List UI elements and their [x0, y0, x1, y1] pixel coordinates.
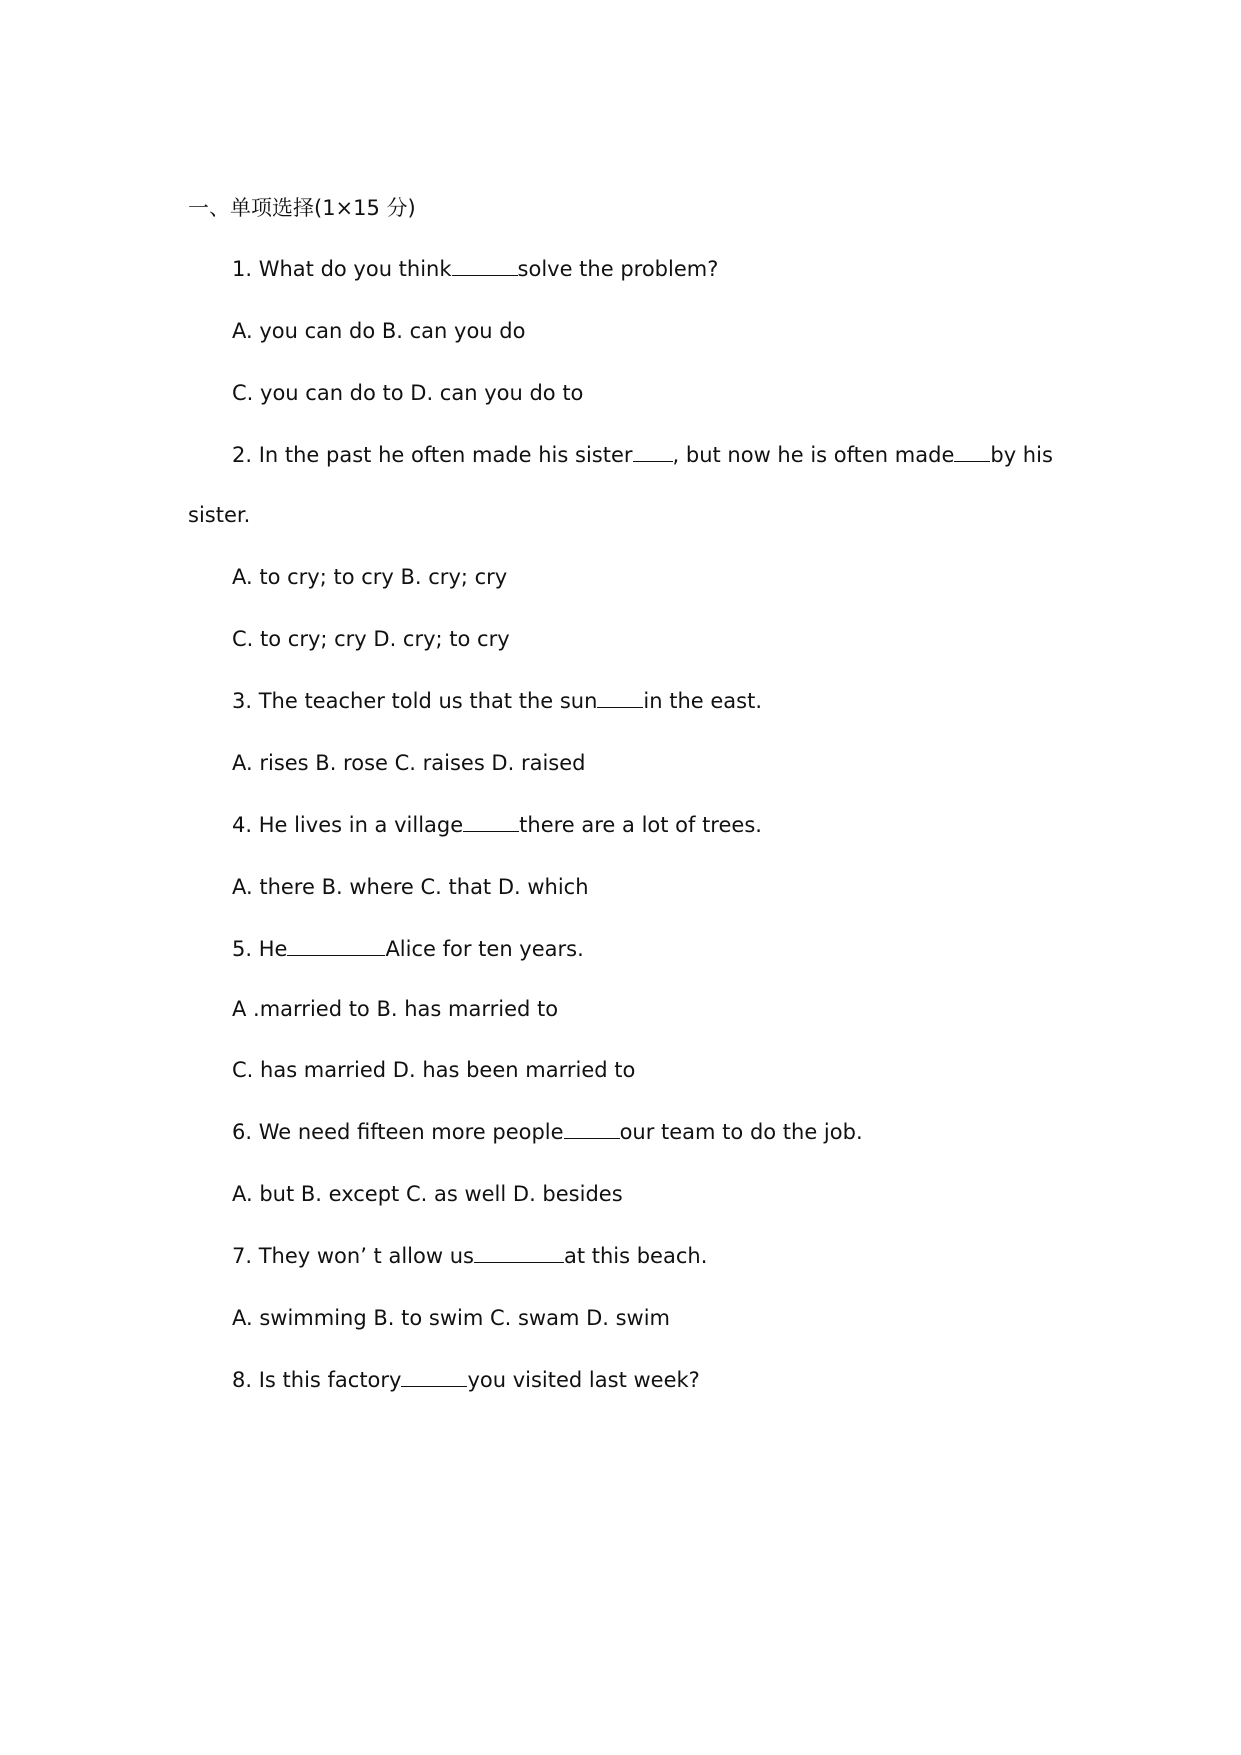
question-3-stem	[232, 686, 762, 716]
question-text: solve the problem?	[517, 257, 719, 281]
question-2-option-line: C. to cry; cry D. cry; to cry	[232, 627, 510, 651]
question-3-option-line: A. rises B. rose C. raises D. raised	[232, 751, 586, 775]
question-text: you visited last week?	[467, 1368, 700, 1392]
question-text: 2. In the past he often made his sister	[232, 443, 633, 467]
question-text: 8. Is this factory	[232, 1368, 402, 1392]
answer-blank	[401, 1366, 467, 1387]
question-text: in the east.	[643, 689, 763, 713]
question-1-option-line: A. you can do B. can you do	[232, 319, 526, 343]
question-text: Alice for ten years.	[385, 937, 584, 961]
question-6-option-line: A. but B. except C. as well D. besides	[232, 1182, 623, 1206]
question-4-option-line: A. there B. where C. that D. which	[232, 875, 589, 899]
question-1-stem	[232, 254, 718, 284]
answer-blank	[597, 687, 643, 708]
question-7-option-line: A. swimming B. to swim C. swam D. swim	[232, 1306, 671, 1330]
question-2-option-line: A. to cry; to cry B. cry; cry	[232, 565, 508, 589]
question-2-stem	[232, 440, 1053, 470]
answer-blank	[287, 935, 385, 956]
question-1-option-line: C. you can do to D. can you do to	[232, 381, 584, 405]
question-text: , but now he is often made	[672, 443, 955, 467]
question-7-stem	[232, 1241, 707, 1271]
question-text: by his	[990, 443, 1053, 467]
question-text: our team to do the job.	[619, 1120, 863, 1144]
question-text: 4. He lives in a village	[232, 813, 464, 837]
question-2-stem-continued: sister.	[188, 503, 251, 527]
question-4-stem	[232, 810, 762, 840]
question-text: there are a lot of trees.	[519, 813, 762, 837]
question-text: at this beach.	[563, 1244, 708, 1268]
question-text: 1. What do you think	[232, 257, 452, 281]
answer-blank	[633, 441, 673, 462]
question-5-option-line: C. has married D. has been married to	[232, 1058, 636, 1082]
answer-blank	[452, 255, 518, 276]
question-8-stem	[232, 1365, 700, 1395]
answer-blank	[954, 441, 990, 462]
answer-blank	[564, 1118, 620, 1139]
question-6-stem	[232, 1117, 863, 1147]
answer-blank	[463, 811, 519, 832]
section-heading: 一、单项选择(1×15 分)	[188, 196, 416, 220]
question-text: 6. We need fifteen more people	[232, 1120, 564, 1144]
question-text: 5. He	[232, 937, 288, 961]
question-text: 7. They won’ t allow us	[232, 1244, 474, 1268]
question-text: 3. The teacher told us that the sun	[232, 689, 598, 713]
question-5-stem	[232, 934, 584, 964]
answer-blank	[474, 1242, 564, 1263]
question-5-option-line: A .married to B. has married to	[232, 997, 559, 1021]
